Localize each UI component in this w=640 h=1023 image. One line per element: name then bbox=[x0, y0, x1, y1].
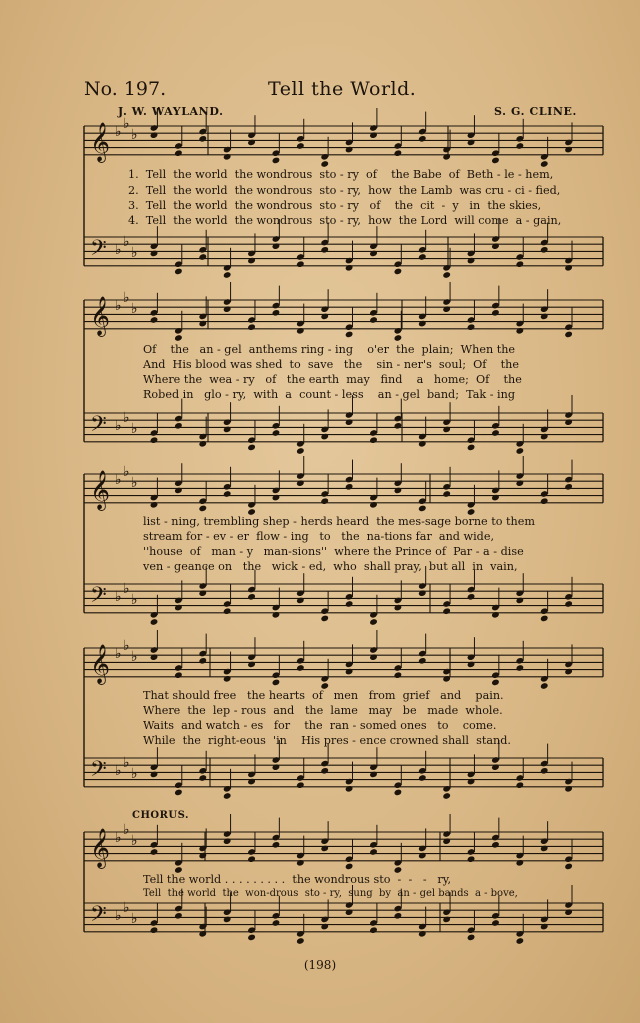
flat-sign: ♭ bbox=[131, 301, 138, 317]
notehead bbox=[345, 863, 354, 871]
flat-sign: ♭ bbox=[131, 127, 138, 143]
notehead bbox=[345, 668, 354, 676]
notehead bbox=[247, 257, 256, 265]
notehead bbox=[442, 426, 451, 434]
lyric-line: Tell the world . . . . . . . . . the wondrous sto - - - ry, bbox=[143, 873, 452, 886]
notehead bbox=[467, 661, 476, 669]
notehead bbox=[369, 653, 378, 661]
notehead bbox=[272, 494, 281, 502]
notehead bbox=[394, 912, 403, 920]
lyric-line: That should free the hearts of men from grief and pain. bbox=[143, 689, 504, 702]
notehead bbox=[198, 505, 207, 513]
notehead bbox=[345, 600, 354, 608]
lyric-line: 1. Tell the world the wondrous sto - ry of the Babe of Beth - le - hem, bbox=[128, 168, 554, 181]
clef-glyph: 𝄢 bbox=[90, 236, 107, 266]
notehead bbox=[418, 320, 427, 328]
notehead bbox=[345, 418, 354, 426]
notehead bbox=[442, 792, 451, 800]
notehead bbox=[345, 264, 354, 272]
notehead bbox=[491, 309, 500, 317]
notehead bbox=[150, 131, 159, 139]
notehead bbox=[369, 250, 378, 258]
notehead bbox=[296, 937, 305, 945]
notehead bbox=[442, 607, 451, 615]
notehead bbox=[540, 923, 549, 931]
flat-sign: ♭ bbox=[115, 124, 122, 140]
flat-sign: ♭ bbox=[131, 911, 138, 927]
flat-sign: ♭ bbox=[131, 475, 138, 491]
notehead bbox=[564, 785, 573, 793]
notehead bbox=[442, 153, 451, 161]
notehead bbox=[540, 433, 549, 441]
notehead bbox=[296, 327, 305, 335]
clef-glyph: 𝄢 bbox=[90, 757, 107, 787]
notehead bbox=[198, 320, 207, 328]
notehead bbox=[564, 863, 573, 871]
notehead bbox=[369, 848, 378, 856]
notehead bbox=[394, 268, 403, 276]
notehead bbox=[247, 444, 256, 452]
notehead bbox=[491, 242, 500, 250]
notehead bbox=[150, 618, 159, 626]
notehead bbox=[369, 926, 378, 934]
notehead bbox=[198, 774, 207, 782]
lyric-line: While the right-eous 'in His pres - ence crowned shall stand. bbox=[143, 734, 511, 747]
notehead bbox=[174, 268, 183, 276]
notehead bbox=[369, 618, 378, 626]
flat-sign: ♭ bbox=[115, 418, 122, 434]
notehead bbox=[320, 313, 329, 321]
notehead bbox=[564, 418, 573, 426]
flat-sign: ♭ bbox=[123, 822, 130, 838]
clef-glyph: 𝄞 bbox=[90, 296, 111, 336]
flat-sign: ♭ bbox=[115, 646, 122, 662]
notehead bbox=[345, 146, 354, 154]
hymn-header bbox=[84, 78, 584, 102]
notehead bbox=[467, 855, 476, 863]
notehead bbox=[150, 250, 159, 258]
notehead bbox=[272, 611, 281, 619]
notehead bbox=[418, 589, 427, 597]
notehead bbox=[223, 490, 232, 498]
notehead bbox=[516, 327, 525, 335]
notehead bbox=[296, 447, 305, 455]
notehead bbox=[394, 422, 403, 430]
notehead bbox=[491, 679, 500, 687]
notehead bbox=[150, 848, 159, 856]
flat-sign: ♭ bbox=[123, 581, 130, 597]
notehead bbox=[198, 135, 207, 143]
notehead bbox=[491, 429, 500, 437]
notehead bbox=[467, 934, 476, 942]
notehead bbox=[442, 837, 451, 845]
notehead bbox=[491, 919, 500, 927]
notehead bbox=[223, 837, 232, 845]
notehead bbox=[540, 767, 549, 775]
flat-sign: ♭ bbox=[131, 245, 138, 261]
notehead bbox=[150, 653, 159, 661]
notehead bbox=[442, 916, 451, 924]
notehead bbox=[369, 436, 378, 444]
notehead bbox=[491, 611, 500, 619]
hymn-number: No. 197. bbox=[84, 78, 167, 100]
notehead bbox=[198, 852, 207, 860]
clef-glyph: 𝄞 bbox=[90, 122, 111, 162]
notehead bbox=[467, 139, 476, 147]
notehead bbox=[223, 607, 232, 615]
notehead bbox=[418, 657, 427, 665]
notehead bbox=[174, 912, 183, 920]
clef-glyph: 𝄢 bbox=[90, 902, 107, 932]
notehead bbox=[564, 264, 573, 272]
notehead bbox=[491, 494, 500, 502]
notehead bbox=[564, 146, 573, 154]
notehead bbox=[564, 908, 573, 916]
notehead bbox=[198, 440, 207, 448]
hymn-title: Tell the World. bbox=[268, 78, 417, 100]
notehead bbox=[345, 908, 354, 916]
notehead bbox=[345, 785, 354, 793]
lyric-line: Tell the world the won-drous sto - ry, sung by an - gel bands a - bove, bbox=[143, 888, 518, 899]
notehead bbox=[516, 664, 525, 672]
notehead bbox=[223, 792, 232, 800]
notehead bbox=[564, 331, 573, 339]
notehead bbox=[247, 934, 256, 942]
flat-sign: ♭ bbox=[123, 116, 130, 132]
flat-sign: ♭ bbox=[115, 472, 122, 488]
notehead bbox=[174, 671, 183, 679]
notehead bbox=[247, 661, 256, 669]
notehead bbox=[394, 334, 403, 342]
notehead bbox=[198, 657, 207, 665]
notehead bbox=[150, 771, 159, 779]
notehead bbox=[467, 323, 476, 331]
notehead bbox=[296, 664, 305, 672]
notehead bbox=[442, 490, 451, 498]
notehead bbox=[174, 487, 183, 495]
lyric-line: stream for - ev - er flow - ing to the na-tions far and wide, bbox=[143, 530, 495, 543]
notehead bbox=[223, 305, 232, 313]
notehead bbox=[394, 789, 403, 797]
flat-sign: ♭ bbox=[131, 649, 138, 665]
notehead bbox=[467, 257, 476, 265]
notehead bbox=[247, 323, 256, 331]
lyric-line: 2. Tell the world the wondrous sto - ry, how the Lamb was cru - ci - fied, bbox=[128, 184, 561, 197]
notehead bbox=[345, 483, 354, 491]
lyric-line: Of the an - gel anthems ring - ing o'er the plain; When the bbox=[143, 343, 516, 356]
notehead bbox=[418, 774, 427, 782]
notehead bbox=[150, 436, 159, 444]
composer-credit: S. G. CLINE. bbox=[494, 105, 577, 118]
flat-sign: ♭ bbox=[123, 234, 130, 250]
lyric-line: ven - geance on the wick - ed, who shall pray, but all in vain, bbox=[143, 560, 518, 573]
page-number: (198) bbox=[303, 958, 337, 972]
notehead bbox=[540, 160, 549, 168]
notehead bbox=[320, 923, 329, 931]
lyric-line: Robed in glo - ry, with a count - less an - gel band; Tak - ing bbox=[143, 388, 515, 401]
notehead bbox=[223, 675, 232, 683]
notehead bbox=[564, 483, 573, 491]
clef-glyph: 𝄞 bbox=[90, 828, 111, 868]
notehead bbox=[296, 597, 305, 605]
notehead bbox=[369, 131, 378, 139]
notehead bbox=[247, 778, 256, 786]
flat-sign: ♭ bbox=[115, 830, 122, 846]
notehead bbox=[223, 426, 232, 434]
notehead bbox=[516, 597, 525, 605]
notehead bbox=[491, 763, 500, 771]
notehead bbox=[223, 271, 232, 279]
notehead bbox=[247, 139, 256, 147]
notehead bbox=[369, 316, 378, 324]
notehead bbox=[564, 600, 573, 608]
lyric-line: list - ning, trembling shep - herds heard the mes-sage borne to them bbox=[143, 515, 535, 528]
lyric-line: Waits and watch - es for the ran - somed ones to come. bbox=[143, 719, 497, 732]
notehead bbox=[320, 767, 329, 775]
notehead bbox=[516, 859, 525, 867]
lyric-line: ''house of man - y man-sions'' where the Prince of Par - a - dise bbox=[143, 545, 524, 558]
notehead bbox=[174, 422, 183, 430]
notehead bbox=[272, 157, 281, 165]
notehead bbox=[320, 433, 329, 441]
notehead bbox=[296, 859, 305, 867]
notehead bbox=[467, 593, 476, 601]
notehead bbox=[272, 429, 281, 437]
notehead bbox=[540, 845, 549, 853]
notehead bbox=[320, 246, 329, 254]
notehead bbox=[296, 260, 305, 268]
flat-sign: ♭ bbox=[131, 833, 138, 849]
flat-sign: ♭ bbox=[123, 410, 130, 426]
notehead bbox=[345, 331, 354, 339]
notehead bbox=[394, 149, 403, 157]
notehead bbox=[320, 160, 329, 168]
lyric-line: 4. Tell the world the wondrous sto - ry, how the Lord will come a - gain, bbox=[128, 214, 562, 227]
notehead bbox=[516, 937, 525, 945]
flat-sign: ♭ bbox=[115, 908, 122, 924]
notehead bbox=[198, 253, 207, 261]
notehead bbox=[442, 305, 451, 313]
flat-sign: ♭ bbox=[123, 290, 130, 306]
notehead bbox=[540, 313, 549, 321]
notehead bbox=[150, 926, 159, 934]
notehead bbox=[516, 447, 525, 455]
notehead bbox=[540, 682, 549, 690]
notehead bbox=[296, 142, 305, 150]
notehead bbox=[394, 487, 403, 495]
notehead bbox=[418, 135, 427, 143]
notehead bbox=[296, 479, 305, 487]
lyric-line: Where the lep - rous and the lame may be made whole. bbox=[143, 704, 503, 717]
notehead bbox=[272, 242, 281, 250]
notehead bbox=[467, 444, 476, 452]
notehead bbox=[198, 589, 207, 597]
notehead bbox=[223, 916, 232, 924]
notehead bbox=[467, 778, 476, 786]
notehead bbox=[174, 149, 183, 157]
chorus-label: CHORUS. bbox=[132, 810, 189, 821]
notehead bbox=[516, 260, 525, 268]
notehead bbox=[491, 157, 500, 165]
author-credit: J. W. WAYLAND. bbox=[118, 105, 224, 118]
notehead bbox=[198, 930, 207, 938]
notehead bbox=[272, 841, 281, 849]
clef-glyph: 𝄞 bbox=[90, 470, 111, 510]
flat-sign: ♭ bbox=[115, 242, 122, 258]
notehead bbox=[174, 334, 183, 342]
notehead bbox=[369, 771, 378, 779]
notehead bbox=[369, 501, 378, 509]
notehead bbox=[516, 142, 525, 150]
notehead bbox=[174, 789, 183, 797]
flat-sign: ♭ bbox=[115, 298, 122, 314]
notehead bbox=[320, 845, 329, 853]
notehead bbox=[418, 930, 427, 938]
notehead bbox=[247, 593, 256, 601]
clef-glyph: 𝄢 bbox=[90, 412, 107, 442]
notehead bbox=[418, 253, 427, 261]
notehead bbox=[418, 852, 427, 860]
notehead bbox=[418, 440, 427, 448]
notehead bbox=[223, 153, 232, 161]
notehead bbox=[174, 604, 183, 612]
flat-sign: ♭ bbox=[115, 589, 122, 605]
flat-sign: ♭ bbox=[123, 464, 130, 480]
lyric-line: 3. Tell the world the wondrous sto - ry of the cit - y in the skies, bbox=[128, 199, 542, 212]
clef-glyph: 𝄞 bbox=[90, 644, 111, 684]
notehead bbox=[540, 246, 549, 254]
lyric-line: Where the wea - ry of the earth may find a home; Of the bbox=[143, 373, 522, 386]
notehead bbox=[247, 855, 256, 863]
notehead bbox=[296, 781, 305, 789]
lyric-line: And His blood was shed to save the sin - ner's soul; Of the bbox=[143, 358, 519, 371]
notehead bbox=[491, 841, 500, 849]
flat-sign: ♭ bbox=[115, 763, 122, 779]
notehead bbox=[272, 763, 281, 771]
clef-glyph: 𝄢 bbox=[90, 583, 107, 613]
notehead bbox=[394, 671, 403, 679]
notehead bbox=[150, 316, 159, 324]
flat-sign: ♭ bbox=[131, 766, 138, 782]
flat-sign: ♭ bbox=[123, 755, 130, 771]
notehead bbox=[442, 271, 451, 279]
notehead bbox=[272, 919, 281, 927]
notehead bbox=[150, 501, 159, 509]
flat-sign: ♭ bbox=[123, 638, 130, 654]
flat-sign: ♭ bbox=[123, 900, 130, 916]
notehead bbox=[272, 679, 281, 687]
notehead bbox=[272, 309, 281, 317]
flat-sign: ♭ bbox=[131, 592, 138, 608]
flat-sign: ♭ bbox=[131, 421, 138, 437]
notehead bbox=[516, 479, 525, 487]
notehead bbox=[516, 781, 525, 789]
notehead bbox=[320, 497, 329, 505]
notehead bbox=[320, 615, 329, 623]
notehead bbox=[418, 505, 427, 513]
notehead bbox=[564, 668, 573, 676]
notehead bbox=[394, 604, 403, 612]
notehead bbox=[540, 615, 549, 623]
notehead bbox=[540, 497, 549, 505]
